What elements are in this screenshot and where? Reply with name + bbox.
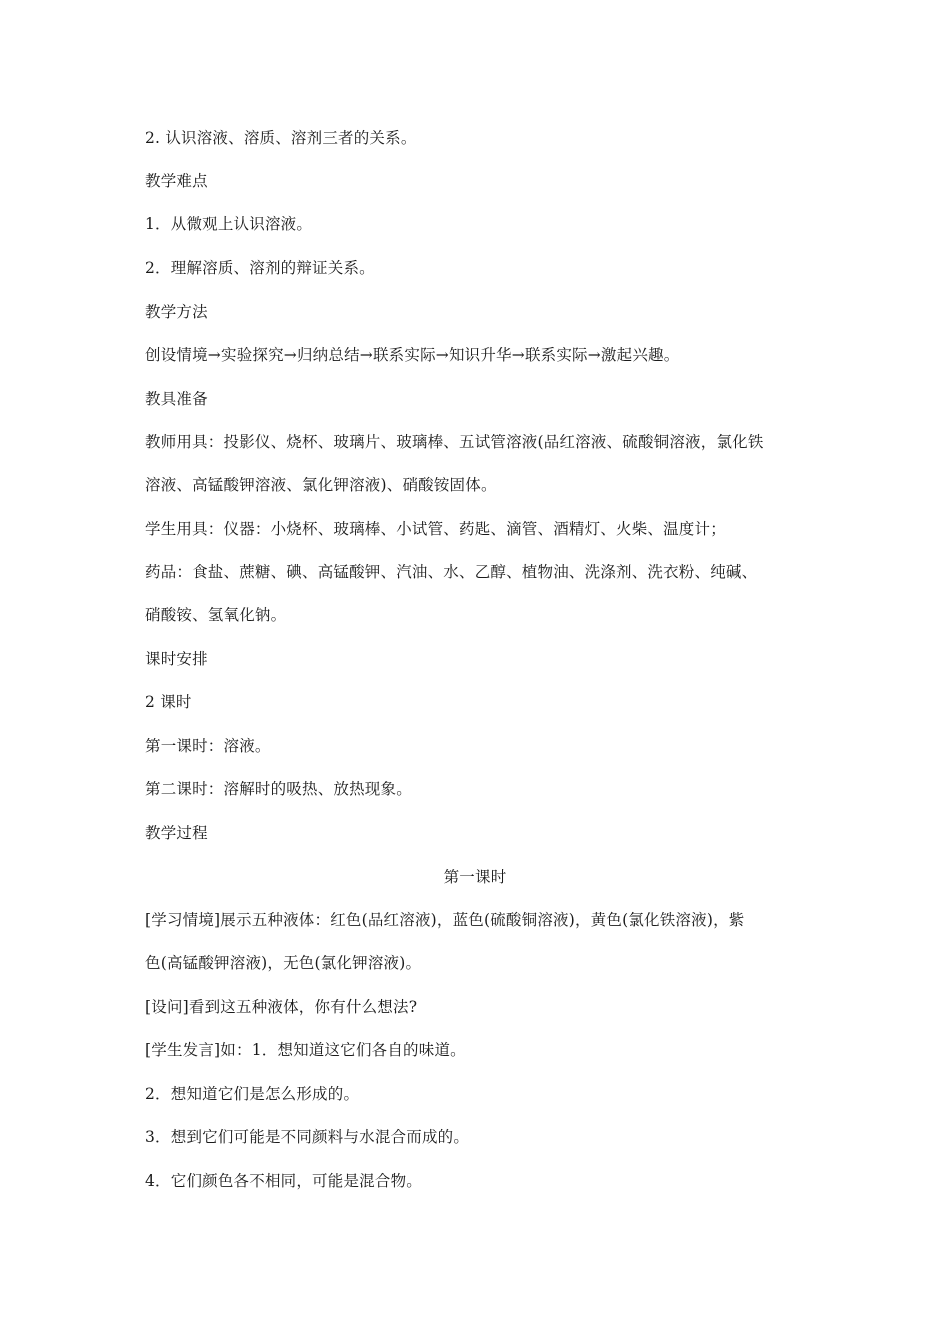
student-response-4: 4．它们颜色各不相同，可能是混合物。 bbox=[145, 1172, 422, 1190]
student-tools-text: 学生用具：仪器：小烧杯、玻璃棒、小试管、药匙、滴管、酒精灯、火柴、温度计； bbox=[145, 520, 726, 538]
situation-line-1: [学习情境]展示五种液体：红色(品红溶液)，蓝色(硫酸铜溶液)，黄色(氯化铁溶液)，紫 bbox=[145, 911, 745, 929]
student-response-2: 2．想知道它们是怎么形成的。 bbox=[145, 1085, 360, 1103]
question-text: [设问]看到这五种液体，你有什么想法? bbox=[145, 998, 418, 1016]
heading-teaching-methods: 教学方法 bbox=[145, 303, 208, 321]
difficulty-2-text: 2．理解溶质、溶剂的辩证关系。 bbox=[145, 259, 375, 277]
difficulty-1-text: 1．从微观上认识溶液。 bbox=[145, 215, 313, 233]
teacher-tools-line-2: 溶液、高锰酸钾溶液、氯化钾溶液)、硝酸铵固体。 bbox=[145, 476, 497, 494]
lesson-2-text: 第二课时：溶解时的吸热、放热现象。 bbox=[145, 780, 412, 798]
heading-teaching-difficulties: 教学难点 bbox=[145, 172, 208, 190]
reagents-line-1: 药品：食盐、蔗糖、碘、高锰酸钾、汽油、水、乙醇、植物油、洗涤剂、洗衣粉、纯碱、 bbox=[145, 563, 758, 581]
reagents-line-2: 硝酸铵、氢氧化钠。 bbox=[145, 606, 287, 624]
schedule-total-text: 2 课时 bbox=[145, 693, 192, 711]
situation-line-2: 色(高锰酸钾溶液)，无色(氯化钾溶液)。 bbox=[145, 954, 422, 972]
section-title-lesson-1: 第一课时 bbox=[443, 868, 507, 886]
objective-2-text: 2. 认识溶液、溶质、溶剂三者的关系。 bbox=[145, 129, 417, 147]
student-response-3: 3．想到它们可能是不同颜料与水混合而成的。 bbox=[145, 1128, 470, 1146]
methods-text: 创设情境→实验探究→归纳总结→联系实际→知识升华→联系实际→激起兴趣。 bbox=[145, 346, 680, 364]
student-response-1: [学生发言]如：1．想知道这它们各自的味道。 bbox=[145, 1041, 466, 1059]
lesson-1-text: 第一课时：溶液。 bbox=[145, 737, 271, 755]
heading-teaching-aids: 教具准备 bbox=[145, 390, 208, 408]
heading-teaching-process: 教学过程 bbox=[145, 824, 208, 842]
teacher-tools-line-1: 教师用具：投影仪、烧杯、玻璃片、玻璃棒、五试管溶液(品红溶液、硫酸铜溶液，氯化铁 bbox=[145, 433, 764, 451]
heading-schedule: 课时安排 bbox=[145, 650, 208, 668]
